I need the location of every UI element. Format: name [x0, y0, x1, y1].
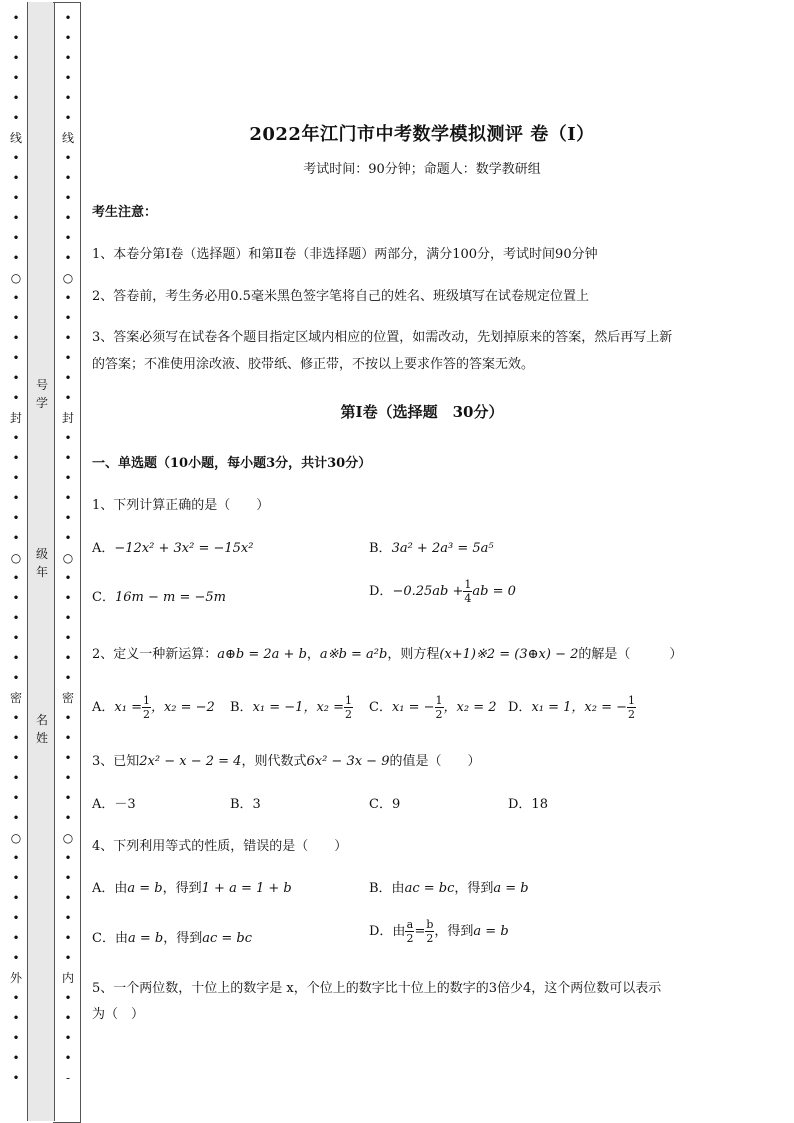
option-math: a = b [127, 931, 164, 946]
question-1-option-c [92, 586, 226, 605]
seal-line-mark: • [12, 471, 20, 485]
stem-math: 2x² − x − 2 = 4 [139, 754, 242, 769]
seal-line-mark: • [12, 71, 20, 85]
question-2-option-b [230, 694, 353, 721]
option-math: ，x₂ = [303, 700, 345, 715]
denominator: 4 [464, 592, 472, 605]
seal-line-mark: • [64, 771, 72, 785]
question-2-stem [92, 643, 682, 662]
option-label: C． [92, 590, 115, 605]
option-math: x₁ = −1 [252, 700, 304, 715]
seal-line-mark: • [12, 651, 20, 665]
seal-line-mark: • [12, 491, 20, 505]
seal-line-mark: • [64, 11, 72, 25]
seal-line-mark: • [64, 651, 72, 665]
seal-line-mark: • [64, 71, 72, 85]
fraction [344, 694, 353, 721]
option-math: a = b [473, 924, 509, 939]
seal-line-mark: • [12, 191, 20, 205]
stem-math: 6x² − 3x − 9 [306, 754, 390, 769]
seal-line-mark: • [12, 911, 20, 925]
option-math: x₁ = − [391, 700, 435, 715]
question-1-option-d [369, 578, 516, 605]
seal-line-mark: • [64, 851, 72, 865]
seal-line-mark: • [12, 211, 20, 225]
denominator: 2 [345, 708, 353, 721]
seal-line-mark: • [64, 191, 72, 205]
seal-line-mark: • [12, 391, 20, 405]
seal-line-mark: • [64, 911, 72, 925]
seal-line-mark: - [65, 1071, 71, 1085]
option-math: −12x² + 3x² = −15x² [114, 541, 254, 556]
seal-line-mark: • [12, 251, 20, 265]
seal-line-mark: • [64, 591, 72, 605]
question-5-stem-line1: 5、一个两位数，十位上的数字是 x，个位上的数字比十位上的数字的3倍少4，这个两位数可以表示 [92, 981, 662, 996]
seal-line-mark: • [64, 871, 72, 885]
seal-line-mark: • [64, 951, 72, 965]
option-label: B． [230, 700, 253, 715]
student-number-label [35, 376, 49, 412]
seal-line-mark: 密 [61, 691, 74, 705]
option-math: ，x₂ = − [571, 700, 628, 715]
seal-line-mark: ○ [62, 551, 74, 565]
option-label: B． [369, 541, 392, 556]
seal-line-mark: • [12, 531, 20, 545]
seal-line-mark: • [64, 991, 72, 1005]
seal-line-mark: • [12, 751, 20, 765]
notice-item-3-line2: 的答案；不准使用涂改液、胶带纸、修正带，不按以上要求作答的答案无效。 [92, 357, 535, 372]
option-math: x₁ = [114, 700, 142, 715]
option-text: ，得到 [454, 881, 494, 896]
seal-line-mark: • [12, 711, 20, 725]
option-label: C． [369, 700, 392, 715]
seal-line-mark: • [12, 451, 20, 465]
seal-line-mark: • [64, 331, 72, 345]
option-text: B．由 [369, 881, 405, 896]
option-text: ，得到 [163, 931, 203, 946]
seal-line-mark: • [12, 811, 20, 825]
seal-line-mark: 外 [9, 971, 22, 985]
seal-line-mark: • [64, 111, 72, 125]
stem-text: ，则代数式 [241, 754, 307, 769]
label-char: 年 [35, 565, 48, 579]
seal-line-mark: 封 [61, 411, 74, 425]
seal-line-mark: • [12, 671, 20, 685]
seal-line-mark: • [64, 51, 72, 65]
question-4-option-d [369, 918, 509, 945]
fraction [435, 694, 444, 721]
fraction [142, 694, 151, 721]
seal-line-mark: • [12, 631, 20, 645]
seal-line-mark: • [64, 431, 72, 445]
seal-line-mark: • [64, 751, 72, 765]
part-heading: 一、单选题（10小题，每小题3分，共计30分） [92, 456, 372, 471]
grade-label [35, 545, 49, 581]
option-text: ，得到 [434, 924, 474, 939]
seal-line-mark: • [12, 851, 20, 865]
seal-line-mark: • [12, 991, 20, 1005]
seal-line-mark: • [12, 591, 20, 605]
notice-item-2: 2、答卷前，考生务必用0.5毫米黑色签字笔将自己的姓名、班级填写在试卷规定位置上 [92, 289, 589, 304]
seal-line-mark: • [64, 611, 72, 625]
seal-line-mark: • [12, 571, 20, 585]
seal-line-mark: ○ [10, 831, 22, 845]
seal-line-mark: • [64, 351, 72, 365]
option-label: A． [92, 541, 115, 556]
seal-line-mark: • [12, 231, 20, 245]
numerator: 1 [142, 694, 150, 707]
seal-line-mark: • [64, 511, 72, 525]
seal-line-mark: 密 [9, 691, 22, 705]
seal-line-mark: • [64, 211, 72, 225]
label-char: 学 [35, 396, 48, 410]
question-3-option-c: C．9 [369, 797, 401, 812]
seal-line-mark: • [64, 671, 72, 685]
numerator: b [426, 918, 434, 931]
notice-heading: 考生注意： [92, 205, 158, 220]
option-math: ，x₂ = 2 [443, 700, 497, 715]
seal-line-mark: • [12, 1071, 20, 1085]
seal-line-mark: • [64, 571, 72, 585]
question-5-stem-line2: 为（ ） [92, 1007, 145, 1022]
seal-line-mark: • [64, 91, 72, 105]
option-math: a = b [127, 881, 163, 896]
exam-title: 2022年江门市中考数学模拟测评 卷（Ⅰ） [249, 124, 595, 145]
seal-line-mark: • [64, 471, 72, 485]
seal-line-mark: • [12, 331, 20, 345]
seal-line-mark: • [12, 611, 20, 625]
stem-math: a⊕b = 2a + b [217, 647, 307, 662]
numerator: 1 [345, 694, 353, 707]
seal-line-mark: ○ [62, 831, 74, 845]
seal-line-mark: • [12, 871, 20, 885]
option-math: x₁ = 1 [531, 700, 572, 715]
stem-text: 2、定义一种新运算： [92, 647, 218, 662]
seal-line-mark: ○ [10, 551, 22, 565]
question-4-option-c [92, 927, 252, 946]
question-4-option-b [369, 877, 529, 896]
notice-item-1: 1、本卷分第I卷（选择题）和第Ⅱ卷（非选择题）两部分，满分100分，考试时间90分钟 [92, 247, 598, 262]
option-text: C．由 [92, 931, 128, 946]
seal-line-mark: • [12, 431, 20, 445]
question-1-option-b [369, 537, 494, 556]
question-3-stem [92, 750, 481, 769]
stem-text: 的值是（ ） [389, 754, 481, 769]
question-4-option-a [92, 877, 292, 896]
seal-line-mark: • [12, 51, 20, 65]
option-label: D． [508, 700, 532, 715]
seal-line-mark: • [64, 231, 72, 245]
option-math: −0.25ab + [392, 584, 464, 599]
numerator: 1 [435, 694, 443, 707]
seal-line-mark: • [64, 451, 72, 465]
denominator: 2 [142, 708, 150, 721]
stem-math: a※b = a²b [319, 647, 388, 662]
seal-line-mark: • [64, 891, 72, 905]
seal-line-mark: • [12, 1011, 20, 1025]
question-3-option-b: B．3 [230, 797, 261, 812]
question-2-option-c [369, 694, 497, 721]
option-label: A． [92, 700, 115, 715]
seal-line-mark: • [12, 311, 20, 325]
notice-item-3-line1: 3、答案必须写在试卷各个题目指定区域内相应的位置，如需改动，先划掉原来的答案，然后再写上新 [92, 330, 673, 345]
stem-text: 的解是（ ） [578, 647, 683, 662]
question-2-option-d [508, 694, 636, 721]
seal-line-mark: • [64, 171, 72, 185]
seal-line-mark: • [12, 511, 20, 525]
option-math: 1 + a = 1 + b [201, 881, 292, 896]
option-text: D．由 [369, 924, 406, 939]
question-1-option-a [92, 537, 253, 556]
denominator: 2 [426, 932, 434, 945]
seal-line-mark: • [12, 771, 20, 785]
question-3-option-d: D．18 [508, 797, 548, 812]
section-title: 第I卷（选择题 30分） [340, 403, 504, 421]
seal-line-mark: • [12, 151, 20, 165]
option-label: D． [369, 584, 393, 599]
seal-line-mark: ○ [62, 271, 74, 285]
stem-text: 3、已知 [92, 754, 140, 769]
seal-line-mark: • [64, 311, 72, 325]
question-2-option-a [92, 694, 215, 721]
right-seal-line-column [60, 8, 76, 1088]
seal-line-mark: • [64, 631, 72, 645]
numerator: a [406, 918, 414, 931]
seal-line-mark: ○ [10, 271, 22, 285]
left-seal-line-column [8, 8, 24, 1088]
label-char: 姓 [35, 731, 48, 745]
option-text: A．由 [92, 881, 128, 896]
seal-line-mark: • [12, 931, 20, 945]
question-3-option-a: A．－3 [92, 797, 136, 812]
seal-line-mark: • [64, 391, 72, 405]
seal-line-mark: 封 [9, 411, 22, 425]
seal-line-mark: 线 [9, 131, 22, 145]
seal-line-mark: • [12, 31, 20, 45]
seal-line-mark: • [64, 731, 72, 745]
seal-line-mark: 线 [61, 131, 74, 145]
seal-line-mark: • [64, 151, 72, 165]
seal-line-mark: • [12, 171, 20, 185]
stem-text: ， [306, 647, 320, 662]
option-math: = [414, 924, 426, 939]
denominator: 2 [435, 708, 443, 721]
seal-line-mark: • [12, 351, 20, 365]
option-math: ，x₂ = −2 [150, 700, 215, 715]
option-math: ac = bc [404, 881, 455, 896]
seal-line-mark: • [64, 31, 72, 45]
seal-line-mark: • [64, 791, 72, 805]
seal-line-mark: • [64, 811, 72, 825]
label-char: 号 [35, 378, 48, 392]
option-math: 16m − m = −5m [114, 590, 226, 605]
option-text: ，得到 [162, 881, 202, 896]
stem-text: ，则方程 [387, 647, 440, 662]
seal-line-mark: • [12, 1051, 20, 1065]
seal-line-mark: • [64, 1011, 72, 1025]
seal-line-mark: • [64, 491, 72, 505]
seal-line-mark: • [64, 1051, 72, 1065]
option-math: ab = 0 [472, 584, 516, 599]
numerator: 1 [628, 694, 636, 707]
seal-line-mark: • [64, 711, 72, 725]
seal-line-mark: • [12, 11, 20, 25]
seal-line-mark: • [64, 931, 72, 945]
option-math: 3a² + 2a³ = 5a⁵ [391, 541, 494, 556]
label-char: 级 [35, 547, 48, 561]
stem-math: (x+1)※2 = (3⊕x) − 2 [439, 647, 579, 662]
exam-subtitle: 考试时间：90分钟；命题人：数学教研组 [303, 162, 541, 177]
seal-line-mark: • [12, 731, 20, 745]
seal-line-mark: • [64, 1031, 72, 1045]
seal-line-mark: • [12, 111, 20, 125]
option-math: a = b [493, 881, 529, 896]
question-4-stem: 4、下列利用等式的性质，错误的是（ ） [92, 839, 348, 854]
question-1-stem: 1、下列计算正确的是（ ） [92, 498, 270, 513]
seal-line-mark: • [64, 531, 72, 545]
seal-line-mark: • [12, 951, 20, 965]
seal-line-mark: • [12, 791, 20, 805]
label-char: 名 [35, 713, 48, 727]
name-label [35, 711, 49, 747]
seal-line-mark: • [64, 371, 72, 385]
denominator: 2 [628, 708, 636, 721]
seal-line-mark: • [64, 291, 72, 305]
seal-line-mark: • [12, 1031, 20, 1045]
seal-line-mark: • [12, 891, 20, 905]
seal-line-mark: • [12, 371, 20, 385]
seal-line-mark: 内 [61, 971, 74, 985]
seal-line-mark: • [12, 91, 20, 105]
seal-line-mark: • [64, 251, 72, 265]
seal-line-mark: • [12, 291, 20, 305]
fraction [627, 694, 636, 721]
numerator: 1 [464, 578, 472, 591]
denominator: 2 [406, 932, 414, 945]
option-math: ac = bc [202, 931, 252, 946]
